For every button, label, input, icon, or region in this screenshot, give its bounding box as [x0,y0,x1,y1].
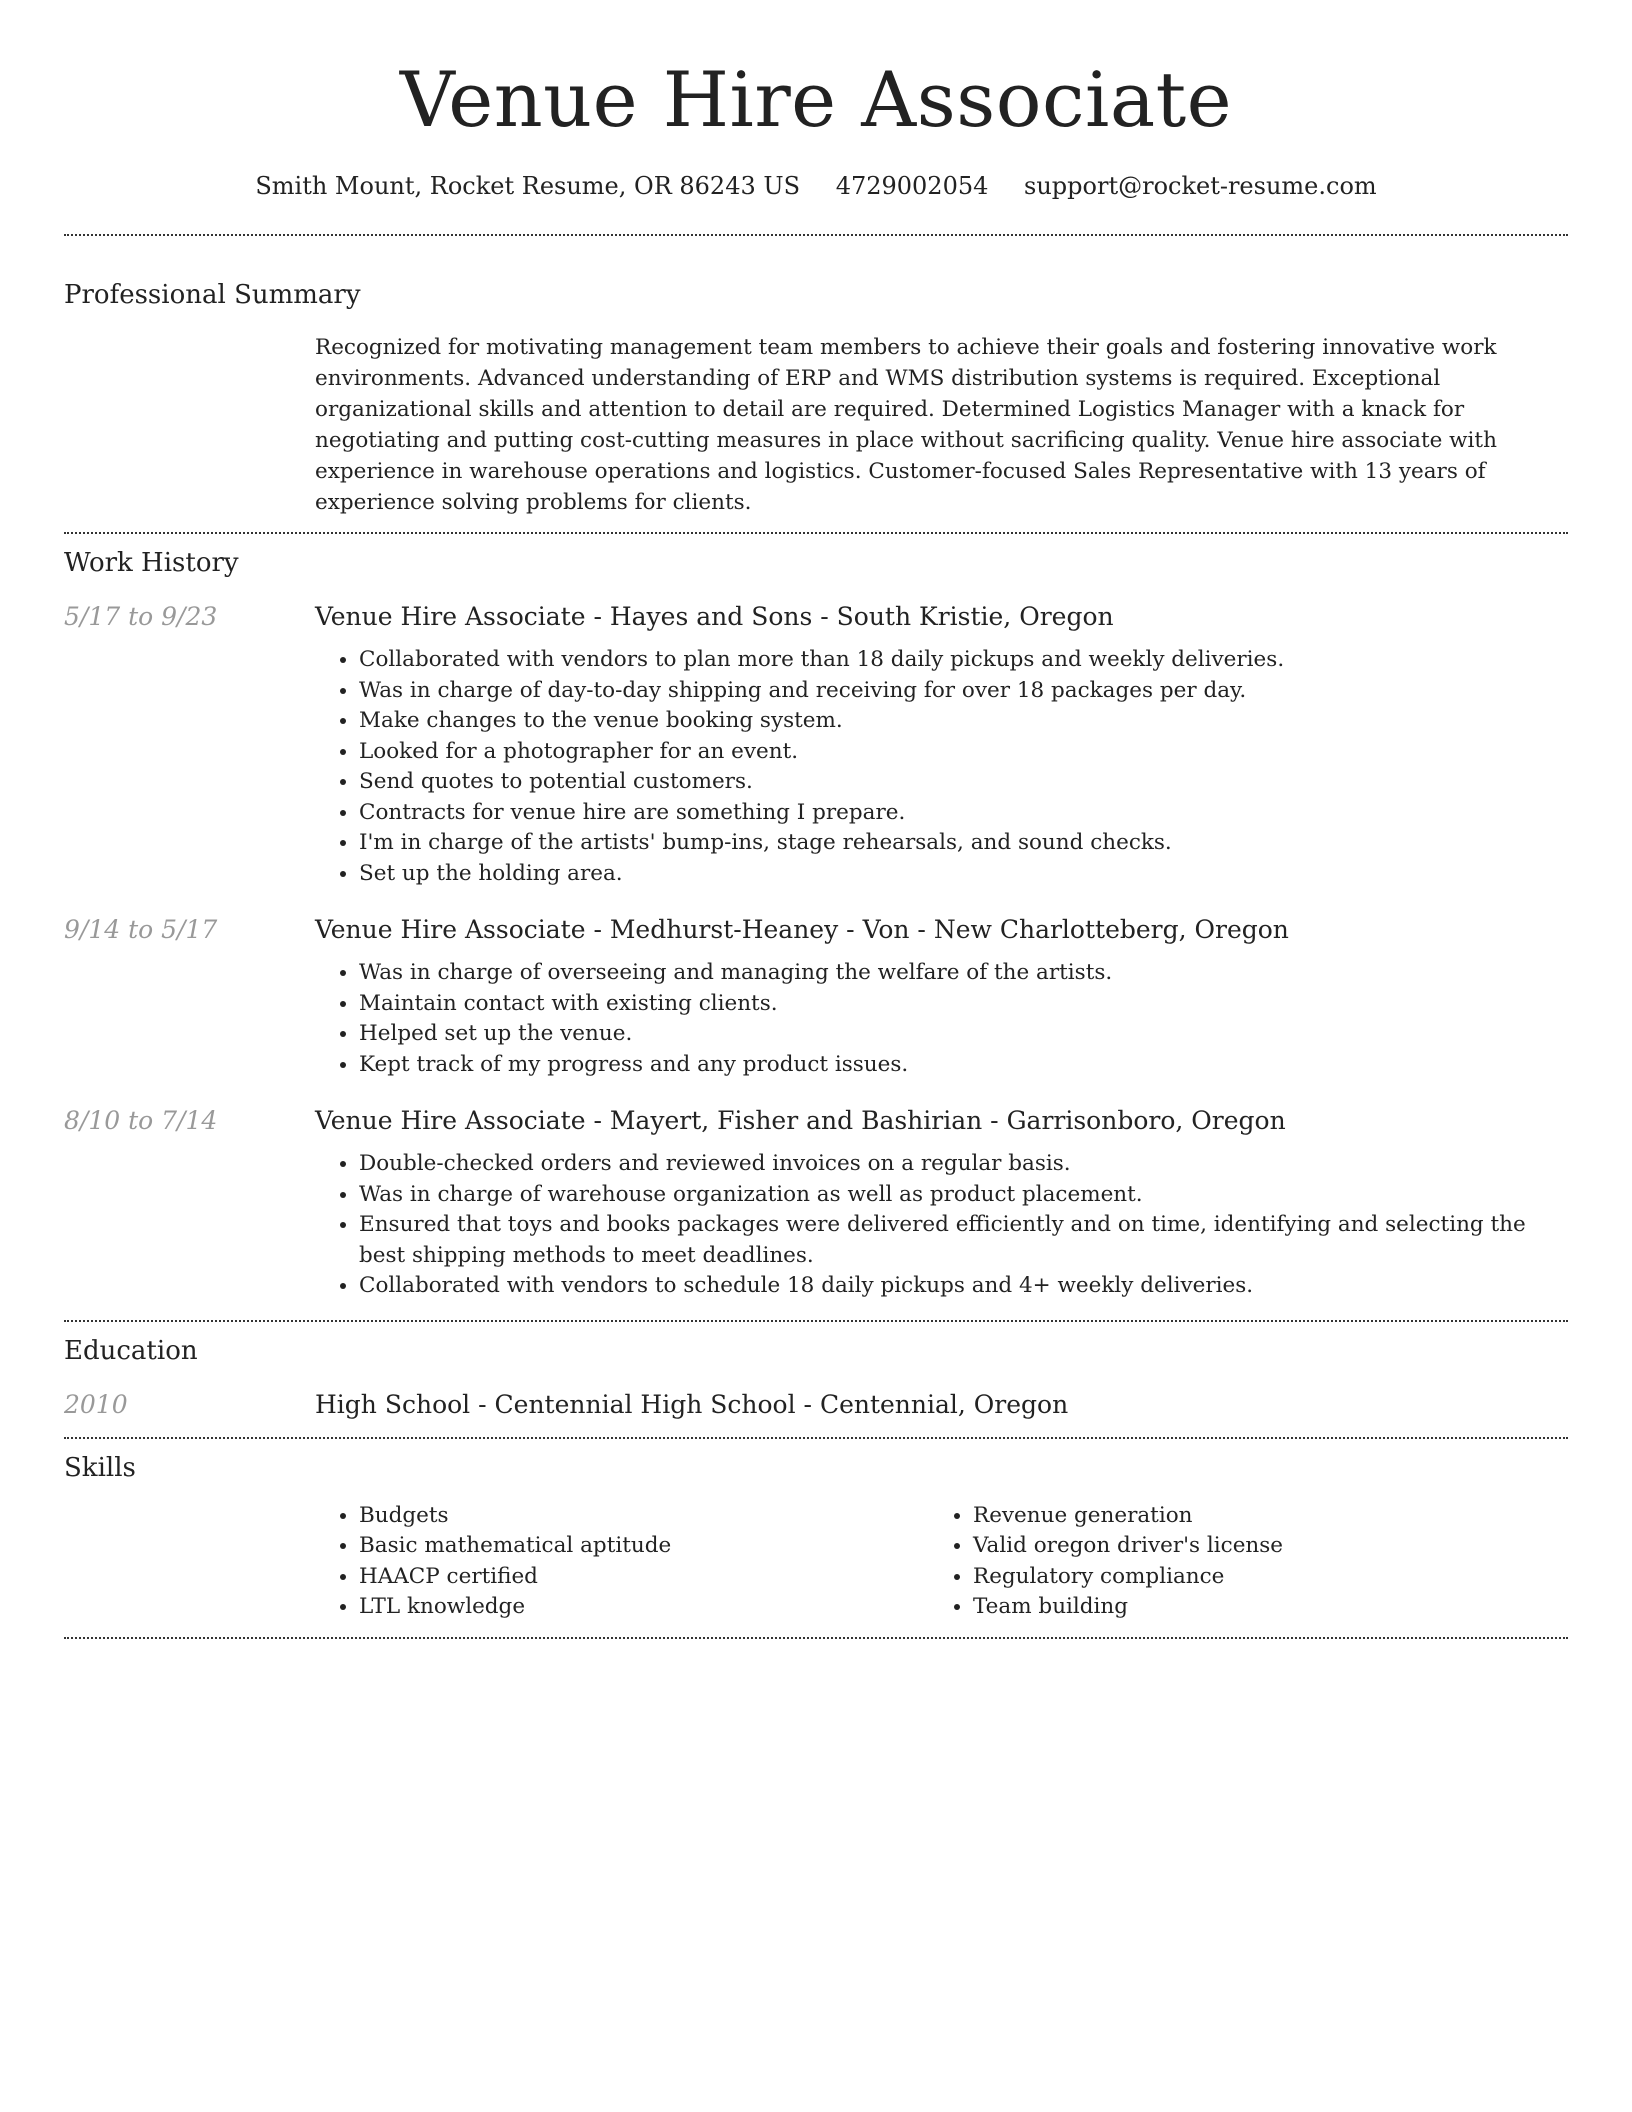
list-item: • Was in charge of warehouse organization as well as product placement. [359,1180,1568,1211]
resume-name: Venue Hire Associate [399,55,1233,144]
list-item: • Collaborated with vendors to schedule 18 daily pickups and 4+ weekly deliveries. [359,1271,1568,1302]
list-item: • Was in charge of overseeing and managing the welfare of the artists. [359,958,1568,989]
list-item: • Kept track of my progress and any product issues. [359,1050,1568,1081]
list-item: • Double-checked orders and reviewed invoices on a regular basis. [359,1149,1568,1180]
education-heading: High School - Centennial High School - Centennial, Oregon [315,1389,1069,1419]
section-title-work: Work History [64,548,239,578]
skill-item: • Regulatory compliance [973,1562,1543,1593]
list-item: • Helped set up the venue. [359,1019,1568,1050]
education-entry [64,1390,1568,1419]
divider [64,1320,1568,1322]
section-title-education: Education [64,1335,198,1366]
divider [64,234,1568,236]
list-item: • Send quotes to potential customers. [359,767,1568,798]
job-dates: 9/14 to 5/17 [64,915,218,944]
list-item: • I'm in charge of the artists' bump-ins, stage rehearsals, and sound checks. [359,828,1568,859]
divider [64,1437,1568,1439]
skill-item: • Basic mathematical aptitude [359,1531,929,1562]
list-item: • Maintain contact with existing clients. [359,989,1568,1020]
job-heading: Venue Hire Associate - Hayes and Sons - South Kristie, Oregon [315,602,1114,631]
skill-item: • Team building [973,1592,1543,1623]
job-bullets [315,958,1568,1080]
email: support@rocket-resume.com [1024,172,1377,200]
job-heading: Venue Hire Associate - Medhurst-Heaney - Von - New Charlotteberg, Oregon [315,915,1289,944]
list-item: • Ensured that toys and books packages were delivered efficiently and on time, identifying and selecting the best shipping methods to meet deadlines. [359,1210,1568,1271]
list-item: • Set up the holding area. [359,859,1568,890]
skills-list [315,1501,1568,1623]
list-item: • Looked for a photographer for an event. [359,737,1568,768]
list-item: • Contracts for venue hire are something I prepare. [359,798,1568,829]
skills-column-left [315,1501,929,1623]
job-heading: Venue Hire Associate - Mayert, Fisher and Bashirian - Garrisonboro, Oregon [315,1106,1286,1135]
phone: 4729002054 [835,172,989,200]
list-item: • Make changes to the venue booking system. [359,706,1568,737]
skill-item: • Valid oregon driver's license [973,1531,1543,1562]
divider [64,1637,1568,1639]
job-entry [64,602,1568,889]
job-entry [64,1106,1568,1302]
skills-column-right [929,1501,1543,1623]
skill-item: • HAACP certified [359,1562,929,1593]
section-title-summary: Professional Summary [64,280,361,310]
job-bullets [315,1149,1568,1302]
divider [64,532,1568,534]
job-entry [64,915,1568,1080]
skill-item: • LTL knowledge [359,1592,929,1623]
education-year: 2010 [64,1389,128,1419]
list-item: • Collaborated with vendors to plan more than 18 daily pickups and weekly deliveries. [359,645,1568,676]
skill-item: • Revenue generation [973,1501,1543,1532]
contact-line [64,172,1568,200]
job-bullets [315,645,1568,889]
section-title-skills: Skills [64,1452,136,1483]
resume-page [64,0,1568,1639]
job-dates: 8/10 to 7/14 [64,1106,218,1135]
summary-text: Recognized for motivating management team members to achieve their goals and fostering innovative work environments. Advanced understanding of ERP and WMS distribution systems is required. Exceptional organizational skills and attention to detail are required. Determined Logistics Manager with a knack for negotiating and putting cost-cutting measures in place without sacrificing quality. Venue hire associate with experience in warehouse operations and logistics. Customer-focused Sales Representative with 13 years of experience solving problems for clients. [315,335,1497,515]
skill-item: • Budgets [359,1501,929,1532]
list-item: • Was in charge of day-to-day shipping and receiving for over 18 packages per day. [359,676,1568,707]
address: Smith Mount, Rocket Resume, OR 86243 US [255,172,801,200]
job-dates: 5/17 to 9/23 [64,602,218,631]
